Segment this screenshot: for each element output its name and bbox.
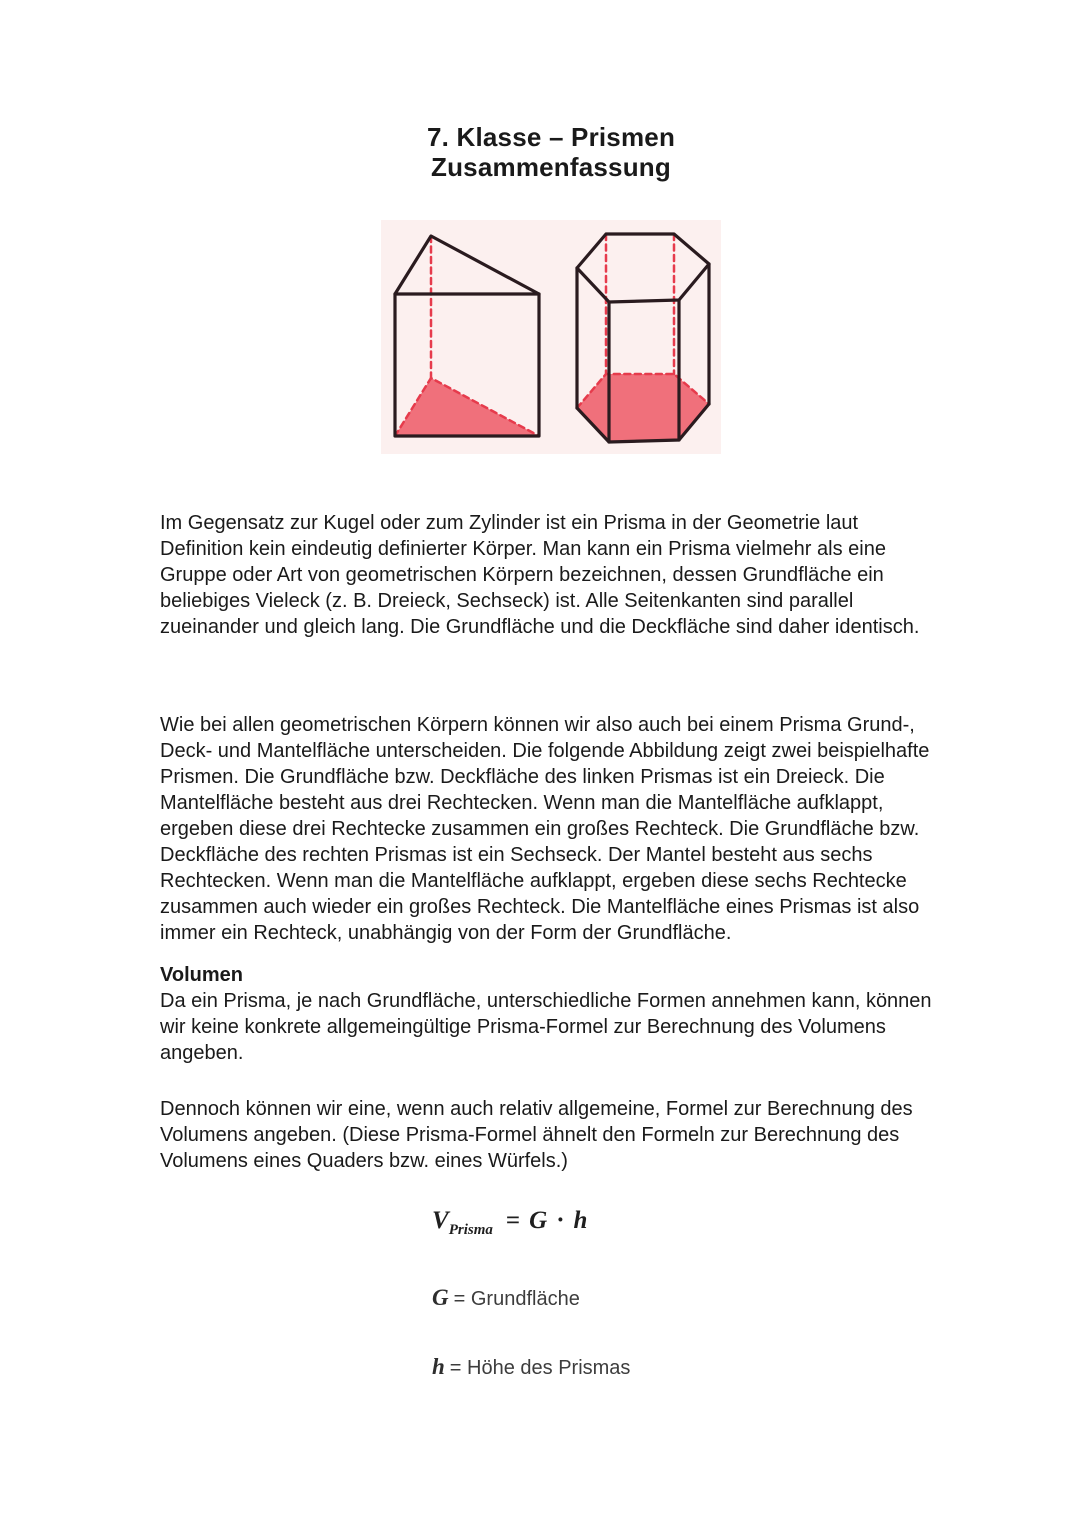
volume-heading: Volumen <box>160 964 243 986</box>
g-definition-text: = Grundfläche <box>453 1288 580 1310</box>
document-content <box>160 122 942 1385</box>
volume-section <box>160 962 942 1174</box>
title-line-2: Zusammenfassung <box>431 152 671 182</box>
formula-equals: = <box>505 1207 521 1234</box>
formula-g-symbol: G <box>529 1207 548 1234</box>
formula-block <box>432 1206 942 1385</box>
grundflaeche-definition <box>432 1283 942 1316</box>
h-definition-text: = Höhe des Prismas <box>449 1357 631 1379</box>
h-definition-symbol: h <box>432 1354 445 1379</box>
surfaces-paragraph: Wie bei allen geometrischen Körpern können wir also auch bei einem Prisma Grund-, Deck- und Mantelfläche unterscheiden. Die folgende Abbildung zeigt zwei beispielhafte Prismen. Die Grundfläche bzw. Deckfläche des linken Prismas ist ein Dreieck. Die Mantelfläche besteht aus drei Rechtecken. Wenn man die Mantelfläche aufklappt, ergeben diese drei Rechtecke zusammen ein großes Rechteck. Die Grundfläche bzw. Deckfläche des rechten Prismas ist ein Sechseck. Der Mantel besteht aus sechs Rechtecken. Wenn man die Mantelfläche aufklappt, ergeben diese sechs Rechtecke zusammen auch wieder ein großes Rechteck. Die Mantelfläche eines Prismas ist also immer ein Rechteck, unabhängig von der Form der Grundfläche. <box>160 714 930 944</box>
g-definition-symbol: G <box>432 1285 449 1310</box>
volume-paragraph-1: Da ein Prisma, je nach Grundfläche, unterschiedliche Formen annehmen kann, können wir keine konkrete allgemeingültige Prisma-Formel zur Berechnung des Volumens angeben. <box>160 990 932 1064</box>
hexagonal-prism-drawing <box>577 234 709 442</box>
triangular-prism-drawing <box>395 236 539 436</box>
prism-illustration <box>381 220 721 454</box>
formula-dot-operator: · <box>556 1207 565 1234</box>
formula-v-symbol: V <box>432 1207 449 1234</box>
triangular-base-face <box>395 378 539 436</box>
hoehe-definition <box>432 1352 942 1385</box>
intro-paragraph: Im Gegensatz zur Kugel oder zum Zylinder ist ein Prisma in der Geometrie laut Definition kein eindeutig definierter Körper. Man kann ein Prisma vielmehr als eine Gruppe oder Art von geometrischen Körpern bezeichnen, dessen Grundfläche ein beliebiges Vieleck (z. B. Dreieck, Sechseck) ist. Alle Seitenkanten sind parallel zueinander und gleich lang. Die Grundfläche und die Deckfläche sind daher identisch. <box>160 512 920 638</box>
volume-formula <box>432 1206 942 1245</box>
volume-paragraph-2: Dennoch können wir eine, wenn auch relativ allgemeine, Formel zur Berechnung des Volumens angeben. (Diese Prisma-Formel ähnelt den Formeln zur Berechnung des Volumens eines Quaders bzw. eines Würfels.) <box>160 1098 913 1172</box>
formula-h-symbol: h <box>573 1207 588 1234</box>
title-line-1: 7. Klasse – Prismen <box>426 122 676 152</box>
triangular-top-edges <box>395 236 539 294</box>
prisms-svg <box>381 220 721 454</box>
page-title <box>160 122 942 182</box>
formula-v-subscript: Prisma <box>448 1222 493 1238</box>
hexagonal-top-face <box>577 234 709 302</box>
